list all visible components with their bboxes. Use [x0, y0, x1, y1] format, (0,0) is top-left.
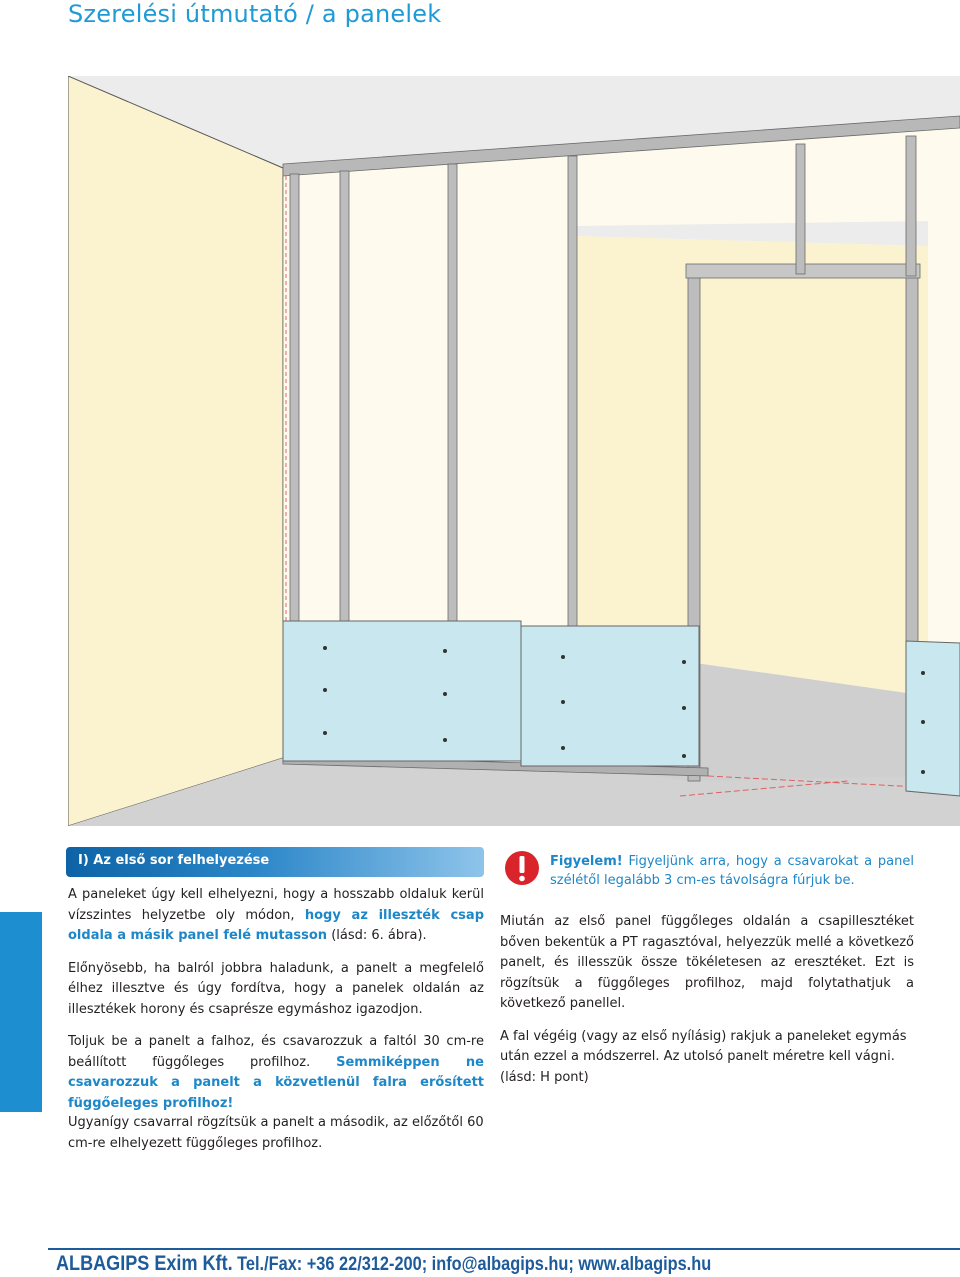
paragraph-3	[68, 1032, 484, 1114]
paragraph-3-text: Toljuk be a panelt a falhoz, és csavarozzuk a faltól 30 cm-re beállított függőleges profilhoz.	[68, 1034, 484, 1070]
section-heading: I) Az első sor felhelyezése	[66, 847, 484, 877]
paragraph-1	[68, 885, 484, 947]
footer	[48, 1248, 960, 1277]
paragraph-2: Előnyösebb, ha balról jobbra haladunk, a panelt a megfelelő élhez illesztve és úgy fordítva, hogy a panelek oldalán az illesztékek horony és csaprésze egymáshoz igazodjon.	[68, 960, 484, 1017]
paragraph-1-text: A paneleket úgy kell elhelyezni, hogy a hosszabb oldaluk kerül vízszintes helyzetbe oly módon,	[68, 887, 484, 923]
paragraph-4: Ugyanígy csavarral rögzítsük a panelt a második, az előzőtől 60 cm-re elhelyezett függőleges profilhoz.	[68, 1115, 484, 1151]
panel-1	[283, 621, 521, 761]
panel-2	[521, 626, 699, 766]
warning-note	[550, 852, 914, 890]
left-column	[68, 885, 484, 1126]
warning-body: Figyeljünk arra, hogy a csavarokat a panel szélétől legalább 3 cm-es távolságra fúrjuk be.	[550, 854, 914, 888]
right-paragraph-1: Miután az első panel függőleges oldalán a csapillesztéket bőven bekentük a PT ragasztóval, helyezzük mellé a következő panelt, és illesszük össze tökéletesen az eresztéket. Ezt is rögzítsük a függőleges profilhoz, majd folytathatjuk a következő panellel.	[500, 914, 914, 1011]
wall-panel-illustration	[68, 76, 960, 826]
page-title: Szerelési útmutató / a panelek	[68, 0, 442, 28]
right-paragraph-2: A fal végéig (vagy az első nyílásig) rakjuk a paneleket egymás után ezzel a módszerrel. Az utolsó panelt méretre kell vágni. (lásd: H pont)	[500, 1028, 907, 1085]
paragraph-3-warning: Semmiképpen ne csavarozzuk a panelt a közvetlenül falra erősített függőeleges profilhoz!	[68, 1054, 484, 1111]
footer-company: ALBAGIPS Exim Kft.	[56, 1252, 233, 1275]
footer-divider	[48, 1248, 960, 1250]
right-column	[500, 912, 914, 1100]
paragraph-1-highlight: hogy az illeszték csap oldala a másik panel felé mutasson	[68, 907, 484, 943]
footer-contact	[56, 1252, 711, 1276]
exclamation-icon	[504, 850, 540, 886]
paragraph-1-ref: (lásd: 6. ábra).	[327, 928, 427, 943]
warning-title: Figyelem!	[550, 854, 623, 869]
footer-contact-details: Tel./Fax: +36 22/312-200; info@albagips.hu; www.albagips.hu	[237, 1254, 712, 1275]
left-accent-bar	[0, 912, 42, 1112]
left-wall	[68, 76, 283, 826]
panel-3	[906, 641, 960, 796]
